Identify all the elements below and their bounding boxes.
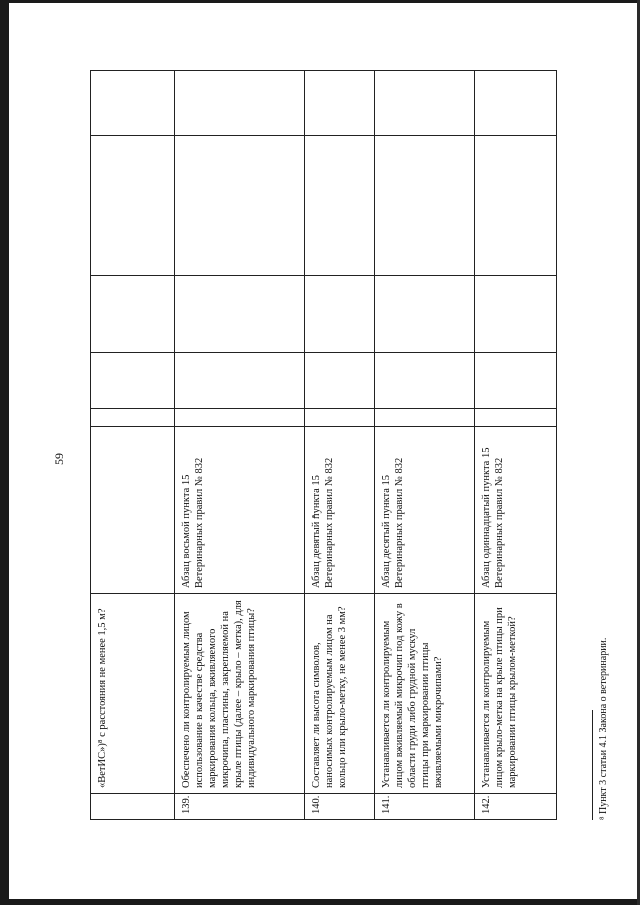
answer-cell bbox=[375, 409, 475, 427]
table-row bbox=[475, 71, 557, 820]
table-row bbox=[305, 71, 375, 820]
answer-cell bbox=[175, 71, 305, 136]
question-text: Обеспечено ли контролируемым лицом использование в качестве средства маркирования кольца, вживляемого микрочипа, пластины, закрепляемой на крыле птицы (далее – крыло – метка), для индивидуального маркирования птицы? bbox=[175, 594, 305, 794]
answer-cell bbox=[305, 353, 375, 409]
answer-cell bbox=[375, 71, 475, 136]
answer-cell bbox=[475, 409, 557, 427]
reference-text: Абзац девятый пункта 15 Ветеринарных правил № 832 bbox=[305, 427, 375, 594]
answer-cell bbox=[375, 136, 475, 276]
answer-cell bbox=[305, 71, 375, 136]
answer-cell bbox=[375, 276, 475, 353]
question-text: Устанавливается ли контролируемым лицом вживляемый микрочип под кожу в области груди либо грудной мускул птицы при маркировании птицы вживляемыми микрочипами? bbox=[375, 594, 475, 794]
answer-cell bbox=[91, 71, 175, 136]
answer-cell bbox=[175, 276, 305, 353]
row-number: 139. bbox=[175, 794, 305, 820]
answer-cell bbox=[475, 71, 557, 136]
row-number: 141. bbox=[375, 794, 475, 820]
table-row bbox=[375, 71, 475, 820]
checklist-table bbox=[90, 70, 557, 820]
answer-cell bbox=[475, 276, 557, 353]
table-row bbox=[175, 71, 305, 820]
question-text: Составляет ли высота символов, наносимых контролируемым лицом на кольцо или крыло-метку, не менее 3 мм? bbox=[305, 594, 375, 794]
page-number: 59 bbox=[52, 453, 66, 465]
reference-text: Абзац восьмой пункта 15 Ветеринарных правил № 832 bbox=[175, 427, 305, 594]
row-number: 140. bbox=[305, 794, 375, 820]
row-number: 142. bbox=[475, 794, 557, 820]
reference-text: Абзац десятый пункта 15 Ветеринарных правил № 832 bbox=[375, 427, 475, 594]
row-number bbox=[91, 794, 175, 820]
reference-text: Абзац одиннадцатый пункта 15 Ветеринарных правил № 832 bbox=[475, 427, 557, 594]
answer-cell bbox=[305, 409, 375, 427]
answer-cell bbox=[305, 136, 375, 276]
answer-cell bbox=[375, 353, 475, 409]
answer-cell bbox=[175, 136, 305, 276]
question-text: Устанавливается ли контролируемым лицом крыло-метка на крыле птицы при маркировании птицы крылом-меткой? bbox=[475, 594, 557, 794]
answer-cell bbox=[305, 276, 375, 353]
answer-cell bbox=[91, 353, 175, 409]
footnote-rule bbox=[592, 710, 593, 820]
answer-cell bbox=[175, 409, 305, 427]
reference-text bbox=[91, 427, 175, 594]
answer-cell bbox=[91, 136, 175, 276]
answer-cell bbox=[91, 276, 175, 353]
footnote: ⁸ Пункт 3 статьи 4.1 Закона о ветеринарии. bbox=[598, 637, 609, 820]
answer-cell bbox=[475, 136, 557, 276]
answer-cell bbox=[91, 409, 175, 427]
answer-cell bbox=[475, 353, 557, 409]
table-row bbox=[91, 71, 175, 820]
question-text: «ВетИС»)⁸ с расстояния не менее 1,5 м? bbox=[91, 594, 175, 794]
answer-cell bbox=[175, 353, 305, 409]
